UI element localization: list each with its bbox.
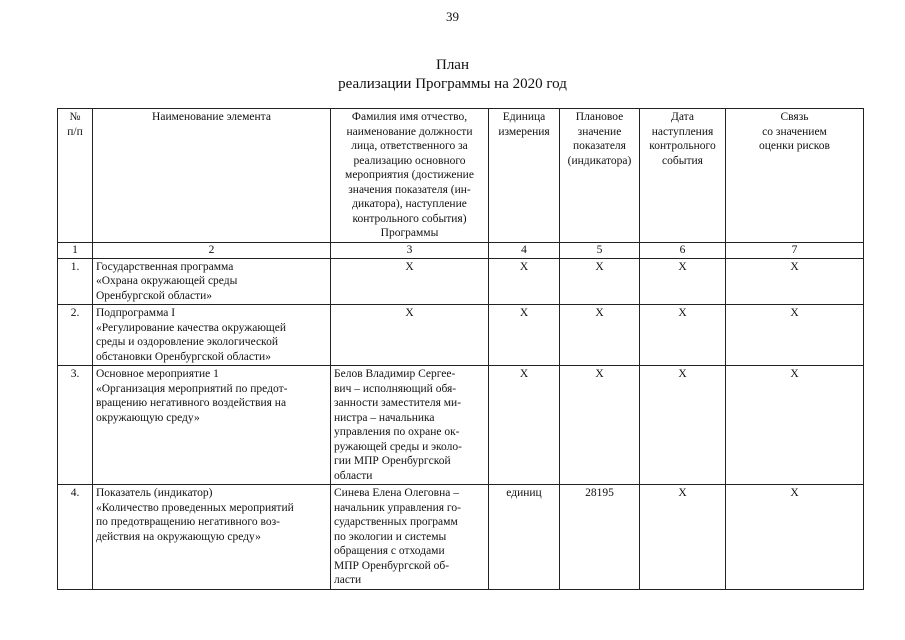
row-number: 1.: [58, 258, 93, 305]
row-planned-value: 28195: [560, 485, 640, 590]
header-event-date: Дата наступления контрольного события: [640, 109, 726, 243]
header-number: № п/п: [58, 109, 93, 243]
column-number: 5: [560, 242, 640, 258]
row-risk-link: X: [726, 305, 864, 366]
plan-table: [57, 108, 864, 590]
column-number: 1: [58, 242, 93, 258]
row-event-date: X: [640, 305, 726, 366]
column-number: 7: [726, 242, 864, 258]
row-responsible: Синева Елена Олеговна – начальник управления го- сударственных программ по экологии и системы обращения с отходами МПР Оренбургской об- ласти: [331, 485, 489, 590]
header-unit: Единица измерения: [489, 109, 560, 243]
row-responsible: X: [331, 305, 489, 366]
row-event-date: X: [640, 366, 726, 485]
header-row: [58, 109, 864, 243]
table-row: [58, 305, 864, 366]
row-number: 4.: [58, 485, 93, 590]
row-planned-value: X: [560, 305, 640, 366]
row-planned-value: X: [560, 366, 640, 485]
table-row: [58, 258, 864, 305]
row-risk-link: X: [726, 258, 864, 305]
title-line-1: План: [435, 57, 469, 73]
header-planned-value: Плановое значение показателя (индикатора): [560, 109, 640, 243]
header-responsible: Фамилия имя отчество, наименование должности лица, ответственного за реализацию основного мероприятия (достижение значения показателя (ин- дикатора), наступление контрольного события) Программы: [331, 109, 489, 243]
row-number: 3.: [58, 366, 93, 485]
row-name: Государственная программа «Охрана окружающей среды Оренбургской области»: [93, 258, 331, 305]
header-element-name: Наименование элемента: [93, 109, 331, 243]
row-name: Подпрограмма I «Регулирование качества окружающей среды и оздоровление экологической обстановки Оренбургской области»: [93, 305, 331, 366]
row-risk-link: X: [726, 366, 864, 485]
row-event-date: X: [640, 485, 726, 590]
title-line-2: реализации Программы на 2020 год: [338, 76, 567, 92]
header-risk-link: Связь со значением оценки рисков: [726, 109, 864, 243]
row-unit: X: [489, 258, 560, 305]
row-planned-value: X: [560, 258, 640, 305]
row-unit: X: [489, 305, 560, 366]
column-number: 4: [489, 242, 560, 258]
column-number: 3: [331, 242, 489, 258]
row-responsible: X: [331, 258, 489, 305]
row-number: 2.: [58, 305, 93, 366]
table-row: [58, 485, 864, 590]
row-name: Основное мероприятие 1 «Организация мероприятий по предот- вращению негативного воздействия на окружающую среду»: [93, 366, 331, 485]
row-unit: X: [489, 366, 560, 485]
row-unit: единиц: [489, 485, 560, 590]
row-event-date: X: [640, 258, 726, 305]
column-number: 2: [93, 242, 331, 258]
row-risk-link: X: [726, 485, 864, 590]
page-number: 39: [446, 9, 459, 24]
row-name: Показатель (индикатор) «Количество проведенных мероприятий по предотвращению негативного воз- действия на окружающую среду»: [93, 485, 331, 590]
column-number-row: [58, 242, 864, 258]
column-number: 6: [640, 242, 726, 258]
table-row: [58, 366, 864, 485]
row-responsible: Белов Владимир Сергее- вич – исполняющий обя- занности заместителя ми- нистра – начальника управления по охране ок- ружающей среды и эколо- гии МПР Оренбургской области: [331, 366, 489, 485]
